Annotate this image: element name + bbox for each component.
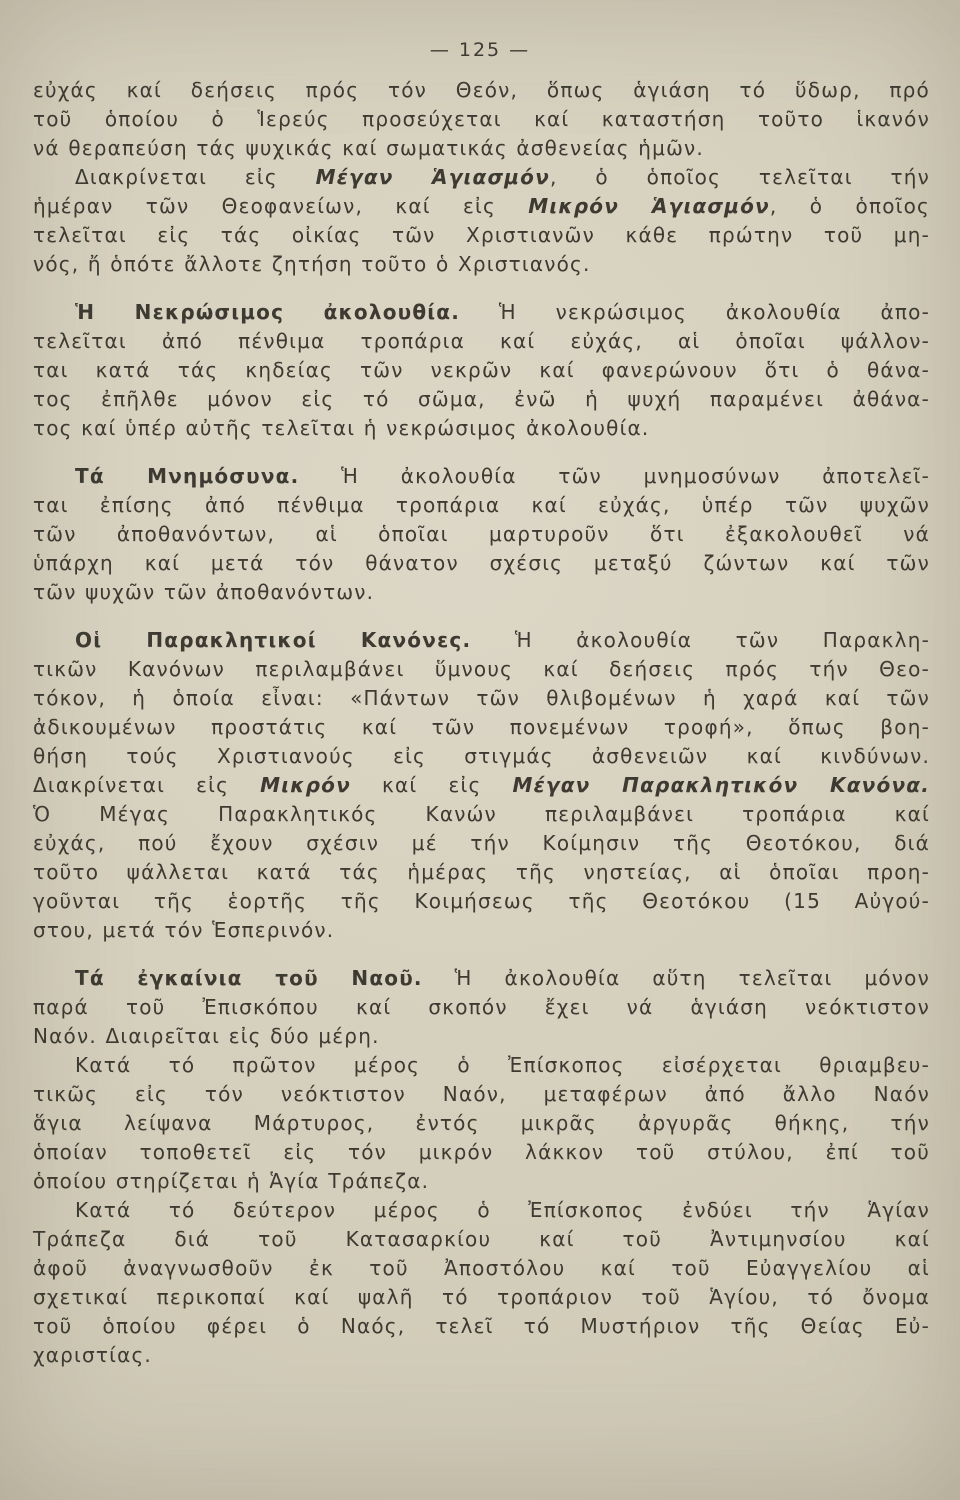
text-segment: τοῦ ὁποίου φέρει ὁ Ναός, τελεῖ τό Μυστήριον τῆς Θείας Εὐ- bbox=[33, 1314, 930, 1338]
paragraph bbox=[33, 76, 930, 163]
text-line bbox=[33, 993, 930, 1022]
text-line bbox=[33, 771, 930, 800]
emphasized-text-segment: Ἡ Νεκρώσιμος ἀκολουθία. bbox=[75, 300, 461, 324]
emphasized-text-segment: Τά ἐγκαίνια τοῦ Ναοῦ. bbox=[75, 966, 423, 990]
text-line bbox=[33, 414, 930, 443]
text-line bbox=[33, 549, 930, 578]
paragraph bbox=[33, 298, 930, 443]
text-segment: εὐχάς καί δεήσεις πρός τόν Θεόν, ὅπως ἁγιάση τό ὕδωρ, πρό bbox=[33, 78, 930, 102]
text-line bbox=[33, 1283, 930, 1312]
text-segment: ὁποίαν τοποθετεῖ εἰς τόν μικρόν λάκκον τοῦ στύλου, ἐπί τοῦ bbox=[33, 1140, 930, 1164]
text-segment: τῶν ψυχῶν τῶν ἀποθανόντων. bbox=[33, 580, 375, 604]
text-segment: τῶν ἀποθανόντων, αἱ ὁποῖαι μαρτυροῦν ὅτι ἐξακολουθεῖ νά bbox=[33, 522, 930, 546]
text-segment: ὑπάρχη καί μετά τόν θάνατον σχέσις μεταξύ ζώντων καί τῶν bbox=[33, 551, 930, 575]
text-line bbox=[33, 491, 930, 520]
text-segment: καί εἰς bbox=[350, 773, 513, 797]
paragraph bbox=[33, 1196, 930, 1370]
emphasized-text-segment: Μέγαν Ἁγιασμόν bbox=[315, 165, 550, 189]
text-line bbox=[33, 105, 930, 134]
text-segment: Ὁ Μέγας Παρακλητικός Κανών περιλαμβάνει τροπάρια καί bbox=[33, 802, 930, 826]
text-line bbox=[33, 1225, 930, 1254]
text-segment: Τράπεζα διά τοῦ Κατασαρκίου καί τοῦ Ἀντιμηνσίου καί bbox=[33, 1227, 930, 1251]
text-line bbox=[33, 578, 930, 607]
emphasized-text-segment: Μικρόν Ἁγιασμόν bbox=[528, 194, 770, 218]
text-line bbox=[33, 1341, 930, 1370]
text-line bbox=[33, 1312, 930, 1341]
paragraph bbox=[33, 462, 930, 607]
text-segment: τοῦ ὁποίου ὁ Ἱερεύς προσεύχεται καί καταστήση τοῦτο ἱκανόν bbox=[33, 107, 930, 131]
paragraph bbox=[33, 163, 930, 279]
text-line bbox=[33, 858, 930, 887]
text-line bbox=[33, 192, 930, 221]
text-segment: ὁποίου στηρίζεται ἡ Ἁγία Τράπεζα. bbox=[33, 1169, 430, 1193]
text-line bbox=[33, 76, 930, 105]
text-line bbox=[33, 684, 930, 713]
emphasized-text-segment: Μέγαν Παρακλητικόν Κανόνα. bbox=[512, 773, 930, 797]
text-segment: τόκον, ἡ ὁποία εἶναι: «Πάντων τῶν θλιβομένων ἡ χαρά καί τῶν bbox=[33, 686, 930, 710]
text-segment: τος καί ὑπέρ αὐτῆς τελεῖται ἡ νεκρώσιμος ἀκολουθία. bbox=[33, 416, 650, 440]
text-segment: γοῦνται τῆς ἑορτῆς τῆς Κοιμήσεως τῆς Θεοτόκου (15 Αὐγού- bbox=[33, 889, 930, 913]
page-number: — 125 — bbox=[429, 39, 531, 61]
text-line bbox=[33, 916, 930, 945]
text-line bbox=[33, 713, 930, 742]
text-segment: νός, ἤ ὁπότε ἄλλοτε ζητήση τοῦτο ὁ Χριστιανός. bbox=[33, 252, 591, 276]
paragraph bbox=[33, 1051, 930, 1196]
emphasized-text-segment: Τά Μνημόσυνα. bbox=[75, 464, 300, 488]
text-segment: Διακρίνεται εἰς bbox=[33, 773, 261, 797]
page-body bbox=[0, 62, 960, 1370]
text-segment: σχετικαί περικοπαί καί ψαλῆ τό τροπάριον τοῦ Ἁγίου, τό ὄνομα bbox=[33, 1285, 930, 1309]
text-line bbox=[33, 964, 930, 993]
text-line bbox=[33, 1051, 930, 1080]
text-segment: Ἡ νεκρώσιμος ἀκολουθία ἀπο- bbox=[460, 300, 930, 324]
text-segment: στου, μετά τόν Ἑσπερινόν. bbox=[33, 918, 335, 942]
text-line bbox=[33, 1080, 930, 1109]
text-segment: ἅγια λείψανα Μάρτυρος, ἐντός μικρᾶς ἀργυρᾶς θήκης, τήν bbox=[33, 1111, 930, 1135]
text-segment: Ἡ ἀκολουθία αὕτη τελεῖται μόνον bbox=[422, 966, 930, 990]
text-line bbox=[33, 829, 930, 858]
text-segment: Διακρίνεται εἰς bbox=[75, 165, 316, 189]
paragraph bbox=[33, 626, 930, 945]
text-line bbox=[33, 385, 930, 414]
text-segment: Κατά τό δεύτερον μέρος ὁ Ἐπίσκοπος ἐνδύει τήν Ἁγίαν bbox=[75, 1198, 930, 1222]
paragraph bbox=[33, 964, 930, 1051]
text-line bbox=[33, 163, 930, 192]
text-line bbox=[33, 250, 930, 279]
text-segment: ἀφοῦ ἀναγνωσθοῦν ἐκ τοῦ Ἀποστόλου καί τοῦ Εὐαγγελίου αἱ bbox=[33, 1256, 930, 1280]
text-line bbox=[33, 356, 930, 385]
text-segment: , ὁ ὁποῖος bbox=[769, 194, 930, 218]
text-segment: παρά τοῦ Ἐπισκόπου καί σκοπόν ἔχει νά ἁγιάση νεόκτιστον bbox=[33, 995, 930, 1019]
emphasized-text-segment: Οἱ Παρακλητικοί Κανόνες. bbox=[75, 628, 472, 652]
text-line bbox=[33, 742, 930, 771]
text-line bbox=[33, 1196, 930, 1225]
text-segment: τικῶς εἰς τόν νεόκτιστον Ναόν, μεταφέρων ἀπό ἄλλο Ναόν bbox=[33, 1082, 930, 1106]
text-segment: θήση τούς Χριστιανούς εἰς στιγμάς ἀσθενειῶν καί κινδύνων. bbox=[33, 744, 930, 768]
text-segment: τικῶν Κανόνων περιλαμβάνει ὕμνους καί δεήσεις πρός τήν Θεο- bbox=[33, 657, 930, 681]
text-line bbox=[33, 298, 930, 327]
text-line bbox=[33, 655, 930, 684]
text-line bbox=[33, 626, 930, 655]
text-segment: τελεῖται ἀπό πένθιμα τροπάρια καί εὐχάς, αἱ ὁποῖαι ψάλλον- bbox=[33, 329, 930, 353]
text-line bbox=[33, 462, 930, 491]
text-segment: ἀδικουμένων προστάτις καί τῶν πονεμένων τροφή», ὅπως βοη- bbox=[33, 715, 930, 739]
text-line bbox=[33, 1167, 930, 1196]
text-segment: τος ἐπῆλθε μόνον εἰς τό σῶμα, ἐνῶ ἡ ψυχή παραμένει ἀθάνα- bbox=[33, 387, 930, 411]
text-segment: χαριστίας. bbox=[33, 1343, 152, 1367]
emphasized-text-segment: Μικρόν bbox=[260, 773, 351, 797]
text-segment: , ὁ ὁποῖος τελεῖται τήν bbox=[549, 165, 931, 189]
text-line bbox=[33, 520, 930, 549]
text-segment: Ναόν. Διαιρεῖται εἰς δύο μέρη. bbox=[33, 1024, 380, 1048]
text-segment: ται ἐπίσης ἀπό πένθιμα τροπάρια καί εὐχάς, ὑπέρ τῶν ψυχῶν bbox=[33, 493, 930, 517]
text-segment: εὐχάς, πού ἔχουν σχέσιν μέ τήν Κοίμησιν τῆς Θεοτόκου, διά bbox=[33, 831, 930, 855]
text-line bbox=[33, 327, 930, 356]
text-line bbox=[33, 134, 930, 163]
text-segment: Ἡ ἀκολουθία τῶν Παρακλη- bbox=[471, 628, 930, 652]
text-segment: τοῦτο ψάλλεται κατά τάς ἡμέρας τῆς νηστείας, αἱ ὁποῖαι προη- bbox=[33, 860, 930, 884]
text-line bbox=[33, 221, 930, 250]
text-segment: Ἡ ἀκολουθία τῶν μνημοσύνων ἀποτελεῖ- bbox=[299, 464, 930, 488]
text-line bbox=[33, 887, 930, 916]
text-line bbox=[33, 1138, 930, 1167]
text-segment: νά θεραπεύση τάς ψυχικάς καί σωματικάς ἀσθενείας ἡμῶν. bbox=[33, 136, 704, 160]
text-segment: ται κατά τάς κηδείας τῶν νεκρῶν καί φανερώνουν ὅτι ὁ θάνα- bbox=[33, 358, 930, 382]
text-line bbox=[33, 1022, 930, 1051]
text-line bbox=[33, 800, 930, 829]
text-segment: Κατά τό πρῶτον μέρος ὁ Ἐπίσκοπος εἰσέρχεται θριαμβευ- bbox=[75, 1053, 930, 1077]
text-line bbox=[33, 1254, 930, 1283]
text-segment: ἡμέραν τῶν Θεοφανείων, καί εἰς bbox=[33, 194, 529, 218]
text-segment: τελεῖται εἰς τάς οἰκίας τῶν Χριστιανῶν κάθε πρώτην τοῦ μη- bbox=[33, 223, 930, 247]
text-line bbox=[33, 1109, 930, 1138]
